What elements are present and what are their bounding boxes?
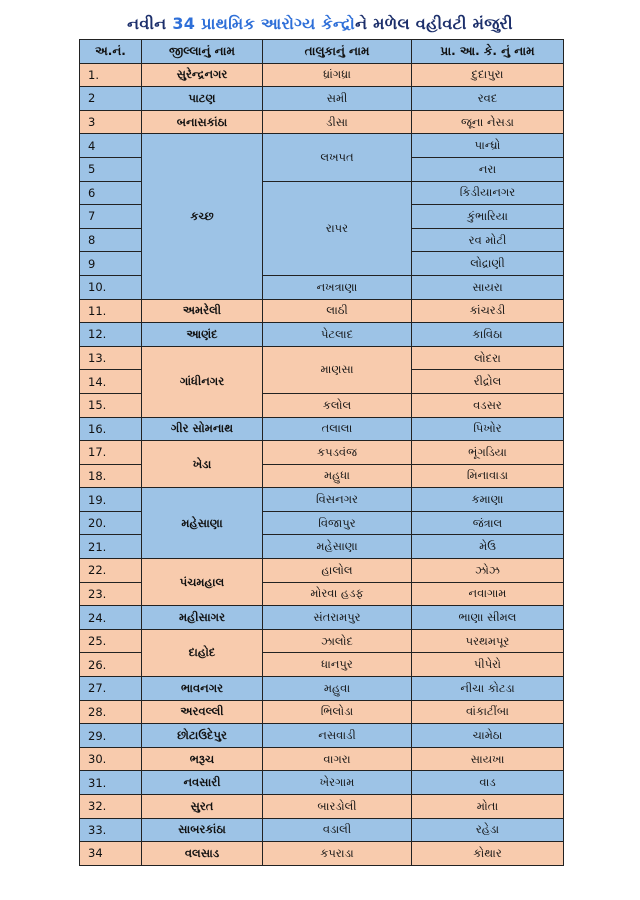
district-cell: ભરૂચ (142, 747, 263, 771)
serial-cell: 20. (80, 511, 142, 535)
table-row (80, 441, 564, 465)
table-row (80, 488, 564, 512)
phc-table (79, 39, 564, 866)
table-row (80, 346, 564, 370)
serial-cell: 28. (80, 700, 142, 724)
table-row (80, 559, 564, 583)
serial-cell: 9 (80, 252, 142, 276)
table-row (80, 724, 564, 748)
serial-cell: 16. (80, 417, 142, 441)
district-cell: નવસારી (142, 771, 263, 795)
serial-cell: 21. (80, 535, 142, 559)
phc-cell: સાયરા (412, 275, 564, 299)
serial-cell: 7 (80, 205, 142, 229)
phc-cell: રહેડા (412, 818, 564, 842)
phc-cell: રીદ્રોલ (412, 370, 564, 394)
table-row (80, 87, 564, 111)
phc-cell: વડસર (412, 393, 564, 417)
district-cell: આણંદ (142, 323, 263, 347)
district-cell: કચ્છ (142, 134, 263, 299)
serial-cell: 25. (80, 629, 142, 653)
table-row (80, 323, 564, 347)
taluka-cell: વિસનગર (263, 488, 412, 512)
serial-cell: 29. (80, 724, 142, 748)
taluka-cell: મોરવા હડફ (263, 582, 412, 606)
phc-cell: દુદાપુરા (412, 63, 564, 87)
taluka-cell: લખપત (263, 134, 412, 181)
table-row (80, 629, 564, 653)
phc-cell: કાંચરડી (412, 299, 564, 323)
serial-cell: 33. (80, 818, 142, 842)
phc-cell: કમાણા (412, 488, 564, 512)
serial-cell: 2 (80, 87, 142, 111)
serial-cell: 12. (80, 323, 142, 347)
phc-cell: જંત્રાલ (412, 511, 564, 535)
taluka-cell: બારડોલી (263, 795, 412, 819)
serial-cell: 24. (80, 606, 142, 630)
district-cell: પંચમહાલ (142, 559, 263, 606)
taluka-cell: લાઠી (263, 299, 412, 323)
serial-cell: 3 (80, 110, 142, 134)
phc-cell: નીચા કોટડા (412, 677, 564, 701)
serial-cell: 11. (80, 299, 142, 323)
header-phc: પ્રા. આ. કે. નું નામ (412, 40, 564, 64)
phc-cell: મોતા (412, 795, 564, 819)
serial-cell: 23. (80, 582, 142, 606)
phc-cell: પિખોર (412, 417, 564, 441)
table-row (80, 700, 564, 724)
serial-cell: 6 (80, 181, 142, 205)
phc-cell: લોદરા (412, 346, 564, 370)
taluka-cell: કલોલ (263, 393, 412, 417)
serial-cell: 22. (80, 559, 142, 583)
table-row (80, 417, 564, 441)
taluka-cell: રાપર (263, 181, 412, 275)
header-district: જીલ્લાનું નામ (142, 40, 263, 64)
phc-cell: રવ મોટી (412, 228, 564, 252)
taluka-cell: સંતરામપુર (263, 606, 412, 630)
phc-cell: કોથાર (412, 842, 564, 866)
taluka-cell: તલાલા (263, 417, 412, 441)
phc-cell: સાયખા (412, 747, 564, 771)
table-row (80, 134, 564, 158)
taluka-cell: ડીસા (263, 110, 412, 134)
district-cell: વલસાડ (142, 842, 263, 866)
district-cell: સુરત (142, 795, 263, 819)
district-cell: સુરેન્દ્રનગર (142, 63, 263, 87)
table-row (80, 110, 564, 134)
table-row (80, 677, 564, 701)
phc-cell: કુંભારિયા (412, 205, 564, 229)
serial-cell: 10. (80, 275, 142, 299)
title-highlight: પ્રાથમિક આરોગ્ય કેન્દ્રો (195, 14, 356, 33)
district-cell: ગીર સોમનાથ (142, 417, 263, 441)
phc-cell: પીપેરો (412, 653, 564, 677)
serial-cell: 13. (80, 346, 142, 370)
table-row (80, 795, 564, 819)
phc-cell: ભૂંગડિયા (412, 441, 564, 465)
page-title (0, 14, 640, 34)
taluka-cell: માણસા (263, 346, 412, 393)
table-row (80, 299, 564, 323)
header-taluka: તાલુકાનું નામ (263, 40, 412, 64)
district-cell: ખેડા (142, 441, 263, 488)
table-row (80, 818, 564, 842)
district-cell: છોટાઉદેપુર (142, 724, 263, 748)
serial-cell: 18. (80, 464, 142, 488)
title-prefix: નવીન (127, 14, 173, 33)
taluka-cell: નખત્રાણા (263, 275, 412, 299)
district-cell: બનાસકાંઠા (142, 110, 263, 134)
district-cell: પાટણ (142, 87, 263, 111)
district-cell: અમરેલી (142, 299, 263, 323)
taluka-cell: સમી (263, 87, 412, 111)
title-number: 34 (172, 14, 196, 33)
district-cell: દાહોદ (142, 629, 263, 676)
header-serial: અ.નં. (80, 40, 142, 64)
district-cell: ભાવનગર (142, 677, 263, 701)
phc-cell: ભાણા સીમલ (412, 606, 564, 630)
taluka-cell: વડાલી (263, 818, 412, 842)
table-row (80, 771, 564, 795)
phc-cell: નવાગામ (412, 582, 564, 606)
taluka-cell: કપડવંજ (263, 441, 412, 465)
taluka-cell: મહુવા (263, 677, 412, 701)
phc-cell: પાન્ધ્રો (412, 134, 564, 158)
taluka-cell: ધાનપુર (263, 653, 412, 677)
phc-cell: રવદ (412, 87, 564, 111)
phc-cell: વાંકાટીંબા (412, 700, 564, 724)
district-cell: ગાંધીનગર (142, 346, 263, 417)
taluka-cell: મહેસાણા (263, 535, 412, 559)
phc-cell: લોદ્રાણી (412, 252, 564, 276)
taluka-cell: મહુધા (263, 464, 412, 488)
district-cell: મહીસાગર (142, 606, 263, 630)
serial-cell: 32. (80, 795, 142, 819)
phc-cell: પરથમપૂર (412, 629, 564, 653)
phc-cell: મેઉ (412, 535, 564, 559)
taluka-cell: ઝાલોદ (263, 629, 412, 653)
serial-cell: 26. (80, 653, 142, 677)
table-row (80, 747, 564, 771)
phc-cell: ચામેઠા (412, 724, 564, 748)
taluka-cell: ખેરગામ (263, 771, 412, 795)
taluka-cell: કપરાડા (263, 842, 412, 866)
phc-cell: જૂના નેસડા (412, 110, 564, 134)
phc-cell: નરા (412, 157, 564, 181)
serial-cell: 4 (80, 134, 142, 158)
serial-cell: 5 (80, 157, 142, 181)
serial-cell: 15. (80, 393, 142, 417)
taluka-cell: વિજાપુર (263, 511, 412, 535)
phc-cell: કિડીયાનગર (412, 181, 564, 205)
serial-cell: 34 (80, 842, 142, 866)
district-cell: મહેસાણા (142, 488, 263, 559)
table-row (80, 63, 564, 87)
phc-cell: કાવિઠા (412, 323, 564, 347)
table-row (80, 606, 564, 630)
phc-cell: ઝોઝ (412, 559, 564, 583)
table-header-row (80, 40, 564, 64)
serial-cell: 31. (80, 771, 142, 795)
title-suffix: ને મળેલ વહીવટી મંજુરી (355, 14, 513, 33)
serial-cell: 30. (80, 747, 142, 771)
taluka-cell: હાલોલ (263, 559, 412, 583)
taluka-cell: નસવાડી (263, 724, 412, 748)
serial-cell: 19. (80, 488, 142, 512)
district-cell: સાબરકાંઠા (142, 818, 263, 842)
serial-cell: 14. (80, 370, 142, 394)
serial-cell: 27. (80, 677, 142, 701)
taluka-cell: ભિલોડા (263, 700, 412, 724)
serial-cell: 1. (80, 63, 142, 87)
serial-cell: 17. (80, 441, 142, 465)
phc-cell: વાડ (412, 771, 564, 795)
taluka-cell: વાગરા (263, 747, 412, 771)
phc-cell: મિનાવાડા (412, 464, 564, 488)
serial-cell: 8 (80, 228, 142, 252)
taluka-cell: ધ્રાંગધ્રા (263, 63, 412, 87)
table-row (80, 842, 564, 866)
district-cell: અરવલ્લી (142, 700, 263, 724)
taluka-cell: પેટલાદ (263, 323, 412, 347)
